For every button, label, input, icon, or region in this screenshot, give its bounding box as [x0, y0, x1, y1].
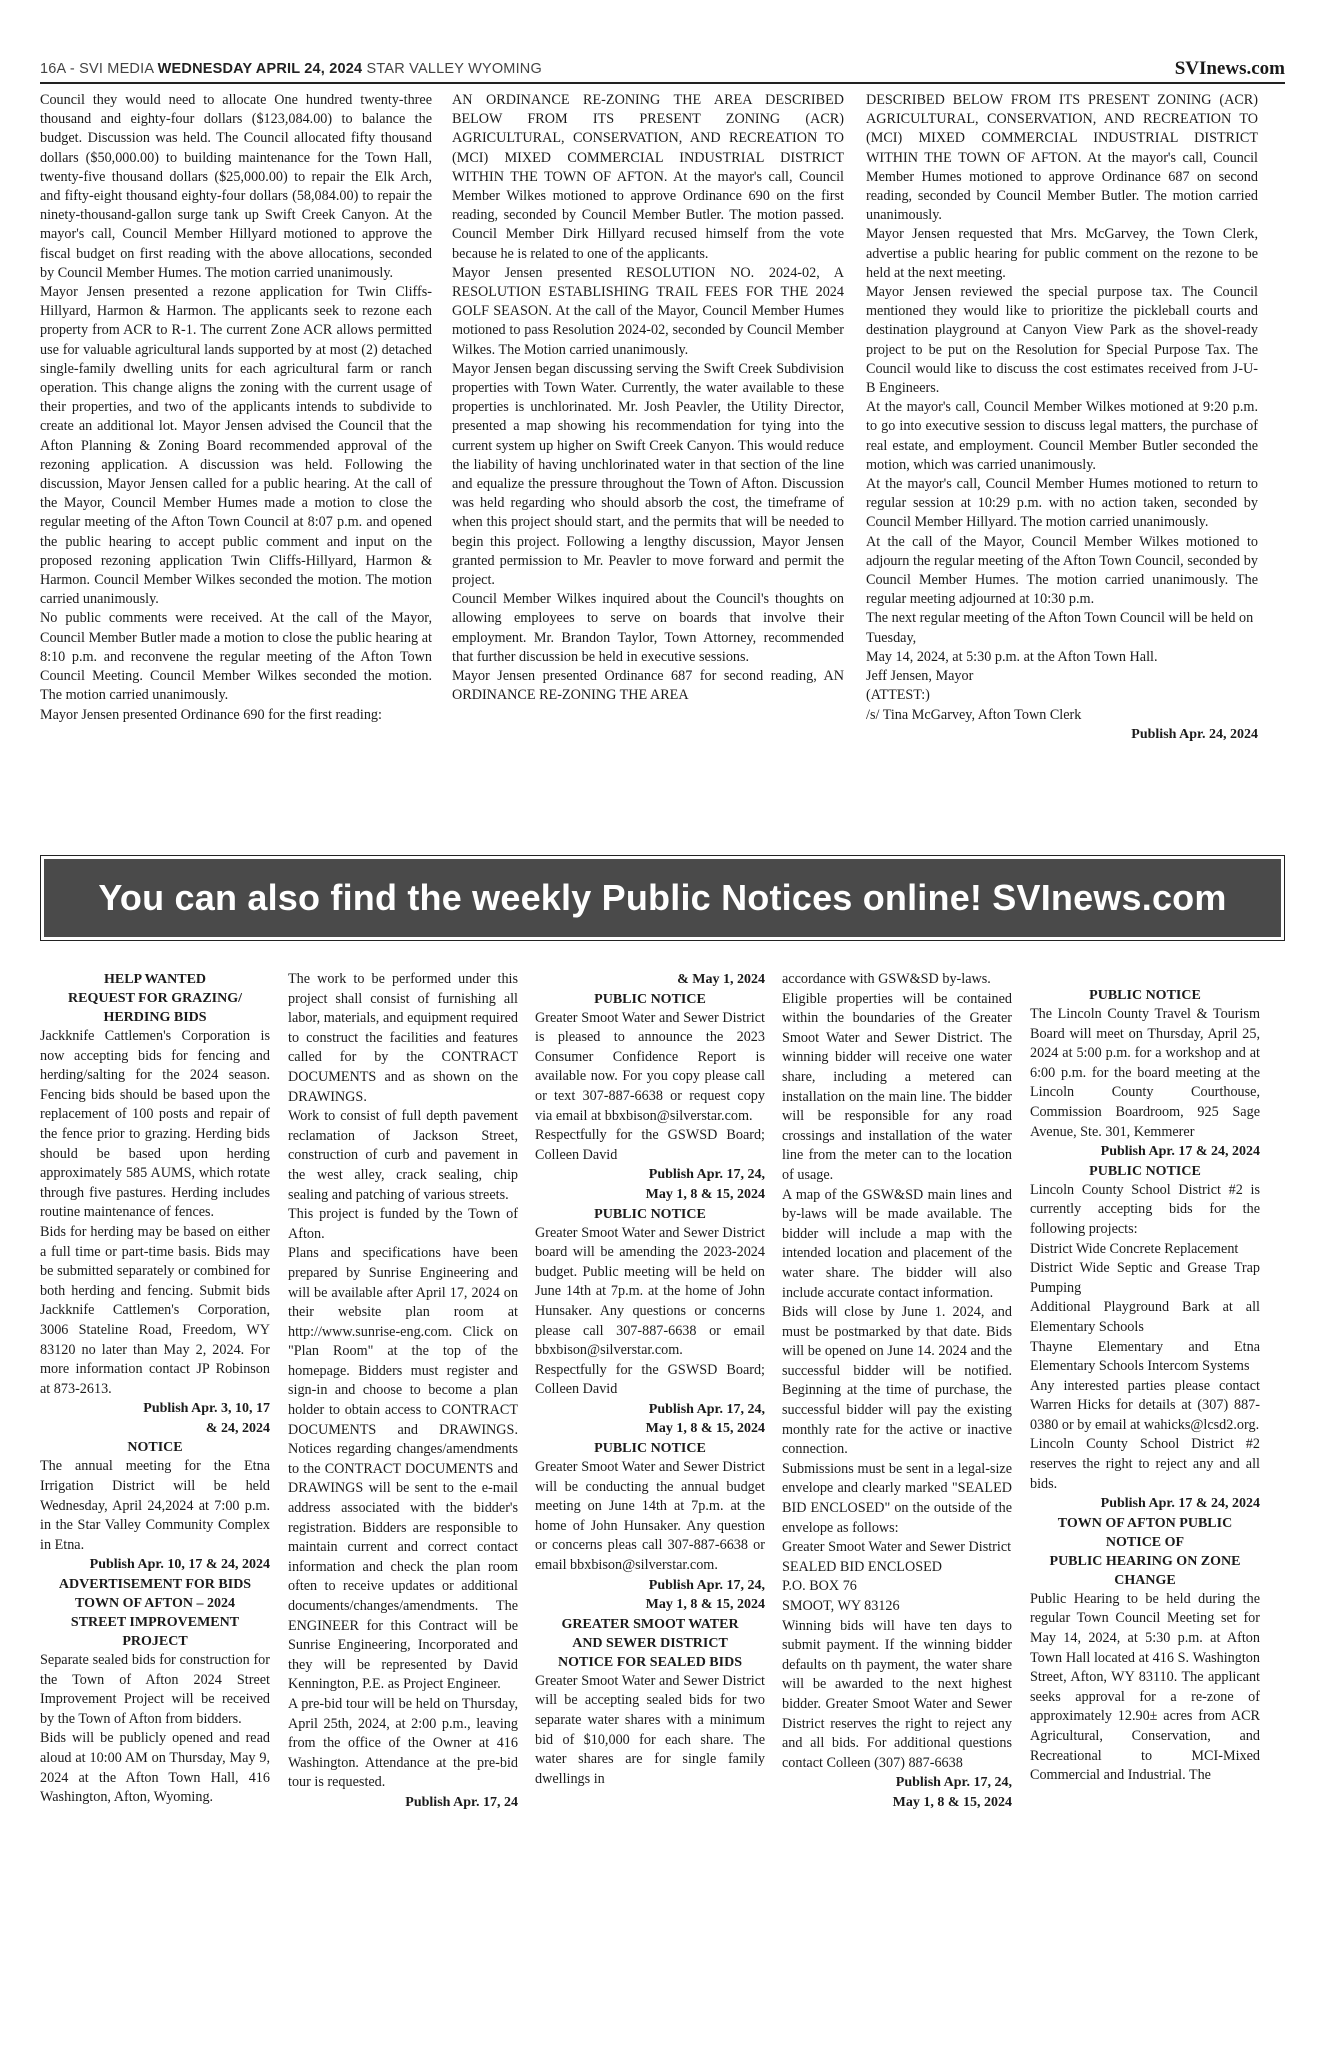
article-paragraph: DESCRIBED BELOW FROM ITS PRESENT ZONING (ACR) AGRICULTURAL, CONSERVATION, AND RECREATION TO (MCI) MIXED COMMERCIAL INDUSTRIAL DISTRICT WITHIN THE TOWN OF AFTON. At the mayor's call, Council Member Humes motioned to approve Ordinance 687 on second reading, seconded by Council Member Butler. The motion carried unanimously.	[866, 92, 1258, 224]
article-paragraph: AN ORDINANCE RE-ZONING THE AREA DESCRIBED BELOW FROM ITS PRESENT ZONING (ACR) AGRICULTURAL, CONSERVATION, AND RECREATION TO (MCI) MIXED COMMERCIAL INDUSTRIAL DISTRICT WITHIN THE TOWN OF AFTON. At the mayor's call, Council Member Wilkes motioned to approve Ordinance 690 on the first reading, seconded by Council Member Butler. The motion passed. Council Member Dirk Hillyard recused himself from the vote because he is related to one of the applicants.	[452, 92, 844, 262]
article-paragraph: Mayor Jensen presented Ordinance 690 for the first reading:	[40, 706, 382, 723]
article-paragraph: Mayor Jensen presented Ordinance 687 for second reading, AN ORDINANCE RE-ZONING THE AREA	[452, 668, 844, 704]
article-paragraph: The next regular meeting of the Afton Town Council will be held on Tuesday,	[866, 610, 1254, 646]
publish-line: Publish Apr. 17 & 24, 2024	[1100, 1496, 1260, 1512]
article-paragraph: No public comments were received. At the call of the Mayor, Council Member Butler made a motion to close the public hearing at 8:10 p.m. and reconvene the regular meeting of the Afton Town Council Meeting. Council Member Wilkes seconded the motion. The motion carried unanimously.	[40, 610, 432, 704]
notice-body: Lincoln County School District #2 is currently accepting bids for the following projects:	[1030, 1181, 1260, 1237]
folio-prefix: 16A - SVI MEDIA	[40, 61, 158, 77]
page-header	[40, 58, 1285, 84]
notice-heading: PUBLIC NOTICE	[594, 991, 706, 1007]
online-notices-banner[interactable]	[40, 855, 1285, 941]
notice-body: Greater Smoot Water and Sewer District will be accepting sealed bids for two separate water shares with a minimum bid of $10,000 for each share. The water shares are for single family dwellings in	[535, 1672, 765, 1787]
notice-heading: CHANGE	[1114, 1572, 1176, 1588]
publish-line: May 1, 8 & 15, 2024	[645, 1421, 765, 1437]
signature-line: (ATTEST:)	[866, 687, 930, 704]
address-line: Greater Smoot Water and Sewer District	[782, 1539, 1012, 1556]
folio-suffix: STAR VALLEY WYOMING	[362, 61, 542, 77]
article-paragraph: Mayor Jensen began discussing serving the Swift Creek Subdivision properties with Town Water. Currently, the water available to these properties is unchlorinated. Mr. Josh Peavler, the Utility Director, presented a map showing his recommendation for tying into the current system up higher on Swift Creek Canyon. This would reduce the liability of having unchlorinated water in that section of the line and equalize the pressure throughout the Town of Afton. Discussion was held regarding who should absorb the cost, the timeframe of when this project should start, and the permits that will be needed to begin this project. Following a lengthy discussion, Mayor Jensen granted permission to Mr. Peavler to move forward and permit the project.	[452, 360, 844, 589]
notice-heading: NOTICE	[127, 1440, 183, 1456]
notice-body: Jackknife Cattlemen's Corporation is now accepting bids for fencing and herding/salting for the 2024 season. Fencing bids should be based upon the replacement of 100 posts and repair of the fence prior to grazing. Herding bids should be based upon herding approximately 585 AUMS, which rotate through five pastures. Herding includes routine maintenance of fences.	[40, 1028, 270, 1221]
publish-line: Publish Apr. 17, 24,	[648, 1167, 765, 1183]
notice-body: Respectfully for the GSWSD Board; Colleen David	[535, 1361, 765, 1398]
banner-text: You can also find the weekly Public Notices online! SVInews.com	[98, 877, 1227, 918]
notice-heading: PUBLIC NOTICE	[594, 1441, 706, 1457]
notice-body: Greater Smoot Water and Sewer District will be conducting the annual budget meeting on June 14th at 7p.m. at the home of John Hunsaker. Any question or concerns pleas call 307-887-6638 or email bbxbison@silverstar.com.	[535, 1459, 765, 1574]
article-column-2	[452, 91, 844, 836]
page-folio	[40, 61, 542, 77]
article-paragraph: Council they would need to allocate One hundred twenty-three thousand and eighty-four dollars ($123,084.00) to balance the budget. Discussion was held. The Council allocated fifty thousand dollars ($50,000.00) to building maintenance for the Town Hall, twenty-five thousand dollars ($25,000.00) to repair the Elk Arch, and fifty-eight thousand eighty-four dollars (58,084.00) to repair the ninety-thousand-gallon surge tank up Swift Creek Canyon. At the mayor's call, Council Member Hillyard motioned to approve the fiscal budget on first reading with the above allocations, seconded by Council Member Humes. The motion carried unanimously.	[40, 92, 432, 281]
notice-body: Greater Smoot Water and Sewer District board will be amending the 2023-2024 budget. Public meeting will be held on June 14th at 7p.m. at the home of John Hunsaker. Any questions or concerns please call 307-887-6638 or email bbxbison@silverstar.com.	[535, 1224, 765, 1359]
notice-column-5	[1030, 970, 1260, 2010]
publish-line: Publish Apr. 17, 24,	[648, 1577, 765, 1593]
notice-body: A map of the GSW&SD main lines and by-laws will be made available. The bidder will include a map with the intended location and placement of the water share. The bidder will also include accurate contact information.	[782, 1186, 1012, 1301]
article-paragraph: May 14, 2024, at 5:30 p.m. at the Afton Town Hall.	[866, 648, 1158, 665]
publish-line: Publish Apr. 3, 10, 17	[143, 1401, 270, 1417]
notice-body: The work to be performed under this project shall consist of furnishing all labor, materials, and equipment required to construct the facilities and features called for by the CONTRACT DOCUMENTS and as shown on the DRAWINGS.	[288, 971, 518, 1105]
notice-heading: PROJECT	[122, 1634, 188, 1650]
notice-heading: NOTICE OF	[1105, 1534, 1185, 1550]
notice-list-item: Thayne Elementary and Etna Elementary Schools Intercom Systems	[1030, 1338, 1260, 1375]
notice-list-item: District Wide Septic and Grease Trap Pumping	[1030, 1260, 1260, 1296]
notice-column-2	[288, 970, 518, 2010]
notice-body: The Lincoln County Travel & Tourism Board will meet on Thursday, April 25, 2024 at 5:00 p.m. for a workshop and at 6:00 p.m. for the board meeting at the Lincoln County Courthouse, Commission Boardroom, 925 Sage Avenue, Ste. 301, Kemmerer	[1030, 1006, 1260, 1140]
banner-fill	[44, 859, 1281, 937]
notice-heading: HELP WANTED	[103, 972, 207, 987]
site-name[interactable]: SVInews.com	[1174, 58, 1285, 79]
article-column-3	[866, 91, 1258, 836]
notice-body: Public Hearing to be held during the regular Town Council Meeting set for May 14, 2024, at 5:30 p.m. at Afton Town Hall located at 416 S. Washington Street, Afton, WY 83110. The applicant seeks approval for a re-zone of approximately 12.90± acres from ACR Agricultural, Conservation, and Recreational to MCI-Mixed Commercial and Industrial. The	[1030, 1590, 1260, 1784]
publish-line: Publish Apr. 17, 24,	[648, 1401, 765, 1417]
notice-body: A pre-bid tour will be held on Thursday, April 25th, 2024, at 2:00 p.m., leaving from the office of the Owner at 416 Washington. Attendance at the pre-bid tour is requested.	[288, 1695, 518, 1791]
notice-heading: GREATER SMOOT WATER	[561, 1616, 739, 1632]
notice-body: Winning bids will have ten days to submit payment. If the winning bidder defaults on th payment, the water share will be awarded to the next highest bidder. Greater Smoot Water and Sewer District reserves the right to reject any and all bids. For additional questions contact Colleen (307) 887-6638	[782, 1617, 1012, 1771]
publish-line: May 1, 8 & 15, 2024	[645, 1597, 765, 1613]
article-paragraph: Council Member Wilkes inquired about the Council's thoughts on allowing employees to serve on boards that involve their employment. Mr. Brandon Taylor, Town Attorney, recommended that further discussion be held in executive sessions.	[452, 591, 844, 665]
publish-line: May 1, 8 & 15, 2024	[892, 1794, 1012, 1810]
notice-body: Separate sealed bids for construction for the Town of Afton 2024 Street Improvement Project will be received by the Town of Afton from bidders.	[40, 1652, 270, 1727]
notice-body: accordance with GSW&SD by-laws.	[782, 971, 991, 987]
notice-body: Respectfully for the GSWSD Board; Colleen David	[535, 1127, 765, 1163]
publish-line: Publish Apr. 24, 2024	[1131, 726, 1258, 742]
notice-body: Bids will be publicly opened and read aloud at 10:00 AM on Thursday, May 9, 2024 at the Afton Town Hall, 416 Washington, Afton, Wyoming.	[40, 1730, 270, 1806]
publish-line: Publish Apr. 10, 17 & 24, 2024	[89, 1557, 270, 1573]
address-line: SEALED BID ENCLOSED	[782, 1558, 942, 1575]
notice-body: Eligible properties will be contained within the boundaries of the Greater Smoot Water and Sewer District. The winning bidder will receive one water share, including a metered can installation on the main line. The bidder will be responsible for any road crossings and installation of the water line from the meter can to the location of usage.	[782, 990, 1012, 1183]
signature-line: Jeff Jensen, Mayor	[866, 668, 974, 685]
notice-list-item: District Wide Concrete Replacement	[1030, 1240, 1239, 1257]
article-paragraph: At the call of the Mayor, Council Member Wilkes motioned to adjourn the regular meeting of the Afton Town Council, seconded by Council Member Humes. The motion carried unanimously. The regular meeting adjourned at 10:30 p.m.	[866, 533, 1258, 608]
notice-heading: NOTICE FOR SEALED BIDS	[558, 1654, 742, 1670]
publish-line: Publish Apr. 17, 24,	[895, 1775, 1012, 1791]
notice-body: Plans and specifications have been prepared by Sunrise Engineering and will be available after April 17, 2024 on their website plan room at http://www.sunrise-eng.com. Click on "Plan Room" at the top of the homepage. Bidders must register and sign-in and choose to become a plan holder to obtain access to CONTRACT DOCUMENTS and DRAWINGS. Notices regarding changes/amendments to the CONTRACT DOCUMENTS and DRAWINGS will be sent to the e-mail address associated with the bidder's registration. Bidders are responsible to maintain current and correct contact information and check the plan room often to receive updates or additional documents/changes/amendments. The ENGINEER for this Contract will be Sunrise Engineering, Incorporated and they will be represented by David Kennington, P.E. as Project Engineer.	[288, 1245, 518, 1693]
notice-heading: PUBLIC NOTICE	[594, 1206, 706, 1222]
address-line: SMOOT, WY 83126	[782, 1598, 900, 1614]
publish-line: Publish Apr. 17 & 24, 2024	[1100, 1144, 1260, 1160]
notice-body: Work to consist of full depth pavement reclamation of Jackson Street, construction of curb and pavement in the west alley, crack sealing, chip sealing and patching of various streets.	[288, 1108, 518, 1203]
article-paragraph: At the mayor's call, Council Member Humes motioned to return to regular session at 10:29 p.m. with no action taken, seconded by Council Member Hillyard. The motion carried unanimously.	[866, 476, 1258, 531]
article-paragraph: Mayor Jensen presented RESOLUTION NO. 2024-02, A RESOLUTION ESTABLISHING TRAIL FEES FOR THE 2024 GOLF SEASON. At the call of the Mayor, Council Member Humes motioned to pass Resolution 2024-02, seconded by Council Member Wilkes. The Motion carried unanimously.	[452, 264, 844, 358]
address-line: P.O. BOX 76	[782, 1578, 857, 1595]
notice-body: Greater Smoot Water and Sewer District is pleased to announce the 2023 Consumer Confidence Report is available now. For you copy please call or text 307-887-6638 or request copy via email at bbxbison@silverstar.com.	[535, 1009, 765, 1124]
notice-column-3	[535, 970, 765, 2010]
notice-column-1	[40, 970, 270, 2010]
notice-body: Bids will close by June 1. 2024, and must be postmarked by that date. Bids will be opened on June 14. 2024 and the successful bidder will be notified. Beginning at the time of purchase, the successful bidder will pay the existing monthly rate for the active or inactive connection.	[782, 1304, 1012, 1458]
notice-heading: PUBLIC HEARING ON ZONE	[1049, 1553, 1241, 1569]
folio-date: WEDNESDAY APRIL 24, 2024	[157, 61, 363, 77]
article-paragraph: Mayor Jensen presented a rezone application for Twin Cliffs-Hillyard, Harmon & Harmon. The applicants seek to rezone each property from ACR to R-1. The current Zone ACR allows permitted use for valuable agricultural lands supported by at most (2) detached single-family dwelling units for each agricultural farm or ranch operation. This change aligns the zoning with the current usage of their properties, and two of the applicants intends to subdivide to create an additional lot. Mayor Jensen advised the Council that the Afton Planning & Zoning Board recommended approval of the rezoning application. A discussion was held. Following the discussion, Mayor Jensen called for a public hearing. At the call of the Mayor, Council Member Humes made a motion to close the regular meeting of the Afton Town Council at 8:07 p.m. and opened the public hearing to accept public comment and input on the proposed rezoning application Twin Cliffs-Hillyard, Harmon & Harmon. Council Member Wilkes seconded the motion. The motion carried unanimously.	[40, 284, 432, 608]
notice-heading: REQUEST FOR GRAZING/	[68, 991, 242, 1006]
publish-line: May 1, 8 & 15, 2024	[645, 1186, 765, 1202]
notice-heading: PUBLIC NOTICE	[1089, 988, 1201, 1003]
publish-line: & May 1, 2024	[677, 972, 765, 987]
notice-heading: AND SEWER DISTRICT	[572, 1635, 728, 1651]
notice-heading: STREET IMPROVEMENT	[70, 1615, 240, 1631]
notice-heading: TOWN OF AFTON PUBLIC	[1057, 1515, 1233, 1531]
publish-line: Publish Apr. 17, 24	[405, 1794, 518, 1810]
notice-body: Bids for herding may be based on either a full time or part-time basis. Bids may be submitted separately or combined for both herding and fencing. Submit bids Jackknife Cattlemen's Corporation, 3006 Stateline Road, Freedom, WY 83120 no later than May 2, 2024. For more information contact JP Robinson at 873-2613.	[40, 1223, 270, 1397]
article-paragraph: At the mayor's call, Council Member Wilkes motioned at 9:20 p.m. to go into executive session to discuss legal matters, the purchase of real estate, and employment. Council Member Butler seconded the motion, which was carried unanimously.	[866, 399, 1258, 473]
publish-line: & 24, 2024	[205, 1420, 270, 1436]
notice-heading: PUBLIC NOTICE	[1089, 1163, 1201, 1179]
signature-line: /s/ Tina McGarvey, Afton Town Clerk	[866, 706, 1082, 723]
article-column-1	[40, 91, 432, 836]
article-paragraph: Mayor Jensen requested that Mrs. McGarvey, the Town Clerk, advertise a public hearing for public comment on the rezone to be held at the next meeting.	[866, 226, 1258, 281]
notice-body: Submissions must be sent in a legal-size envelope and clearly marked "SEALED BID ENCLOSED" on the outside of the envelope as follows:	[782, 1460, 1012, 1536]
notice-heading: ADVERTISEMENT FOR BIDS	[58, 1577, 252, 1593]
notice-heading: TOWN OF AFTON – 2024	[75, 1596, 235, 1612]
notice-heading: HERDING BIDS	[103, 1010, 207, 1025]
notice-column-4	[782, 970, 1012, 2010]
notice-body: Any interested parties please contact Warren Hicks for details at (307) 887-0380 or by email at wahicks@lcsd2.org.	[1030, 1377, 1260, 1433]
notice-body: This project is funded by the Town of Afton.	[288, 1206, 518, 1242]
article-paragraph: Mayor Jensen reviewed the special purpose tax. The Council mentioned they would like to prioritize the pickleball courts and destination playground at Canyon View Park as the shovel-ready project to be put on the Resolution for Special Purpose Tax. The Council would like to discuss the cost estimates received from J-U-B Engineers.	[866, 284, 1258, 397]
notice-body: Lincoln County School District #2 reserves the right to reject any and all bids.	[1030, 1436, 1260, 1492]
notice-body: The annual meeting for the Etna Irrigation District will be held Wednesday, April 24,2024 at 7:00 p.m. in the Star Valley Community Complex in Etna.	[40, 1458, 270, 1553]
notice-list-item: Additional Playground Bark at all Elementary Schools	[1030, 1299, 1260, 1335]
